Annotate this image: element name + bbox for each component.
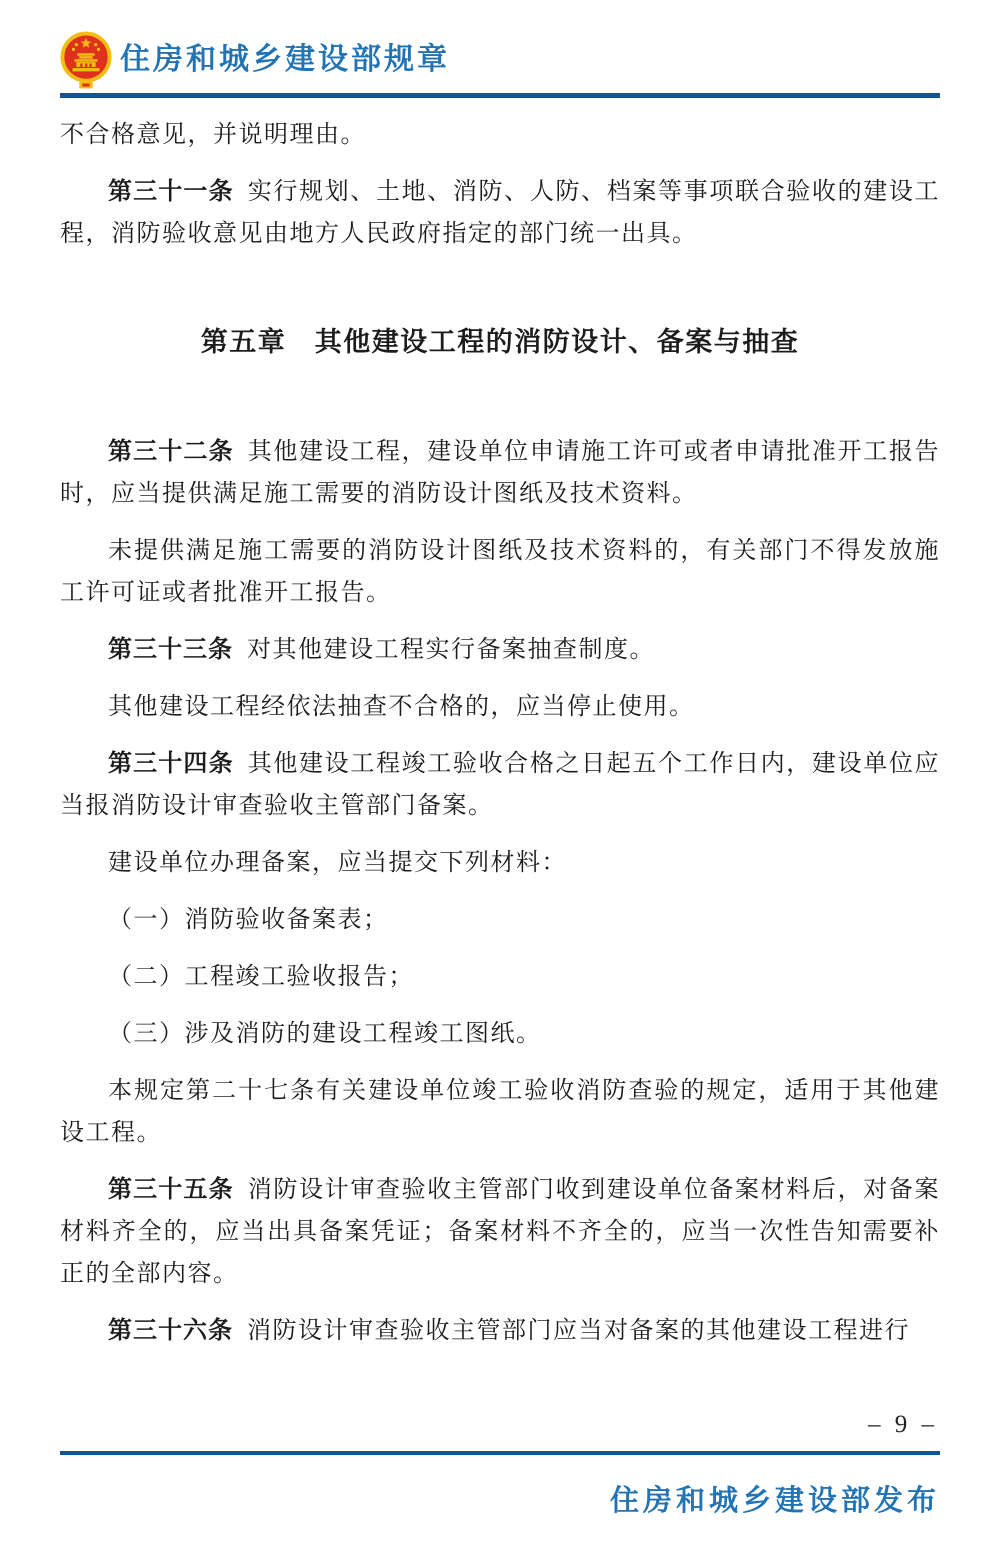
- article-34-item-3: （三）涉及消防的建设工程竣工图纸。: [108, 1021, 542, 1047]
- header-title: 住房和城乡建设部规章: [120, 43, 450, 76]
- article-32: [60, 431, 940, 515]
- article-36-text: 消防设计审查验收主管部门应当对备案的其他建设工程进行: [247, 1318, 910, 1344]
- article-34: [60, 743, 940, 827]
- article-34-text: 其他建设工程竣工验收合格之日起五个工作日内，建设单位应当报消防设计审查验收主管部门备案。: [60, 751, 941, 819]
- article-36: [60, 1310, 940, 1352]
- document-body: [60, 98, 940, 1352]
- page-header: [60, 0, 940, 98]
- article-34-item-1: （一）消防验收备案表；: [108, 907, 389, 933]
- article-35: [60, 1169, 940, 1295]
- article-34-paragraph-2: 建设单位办理备案，应当提交下列材料：: [108, 850, 567, 876]
- chapter-5-heading: 第五章 其他建设工程的消防设计、备案与抽查: [200, 327, 800, 357]
- article-32-paragraph-2: 未提供满足施工需要的消防设计图纸及技术资料的，有关部门不得发放施工许可证或者批准开工报告。: [60, 538, 940, 606]
- article-36-number: 第三十六条: [108, 1317, 233, 1344]
- article-33-text: 对其他建设工程实行备案抽查制度。: [247, 637, 655, 663]
- article-34-number: 第三十四条: [108, 750, 234, 777]
- china-national-emblem-icon: [60, 30, 112, 90]
- article-33-paragraph-2: 其他建设工程经依法抽查不合格的，应当停止使用。: [108, 694, 695, 720]
- page-number: – 9 –: [868, 1411, 938, 1438]
- article-34-item-2: （二）工程竣工验收报告；: [108, 964, 414, 990]
- article-31: [60, 171, 940, 255]
- article-35-number: 第三十五条: [108, 1176, 234, 1203]
- article-35-text: 消防设计审查验收主管部门收到建设单位备案材料后，对备案材料齐全的，应当出具备案凭证；备案材料不齐全的，应当一次性告知需要补正的全部内容。: [60, 1177, 941, 1287]
- footer-publisher: 住房和城乡建设部发布: [609, 1485, 940, 1517]
- footer-divider: [60, 1451, 940, 1455]
- article-32-number: 第三十二条: [108, 438, 234, 465]
- article-31-text: 实行规划、土地、消防、人防、档案等事项联合验收的建设工程，消防验收意见由地方人民政府指定的部门统一出具。: [60, 179, 941, 247]
- article-32-text: 其他建设工程，建设单位申请施工许可或者申请批准开工报告时，应当提供满足施工需要的消防设计图纸及技术资料。: [60, 439, 941, 507]
- article-31-number: 第三十一条: [108, 178, 234, 205]
- article-33: [60, 629, 940, 671]
- article-33-number: 第三十三条: [108, 636, 233, 663]
- paragraph-continuation: 不合格意见，并说明理由。: [60, 122, 366, 148]
- article-34-paragraph-3: 本规定第二十七条有关建设单位竣工验收消防查验的规定，适用于其他建设工程。: [60, 1078, 940, 1146]
